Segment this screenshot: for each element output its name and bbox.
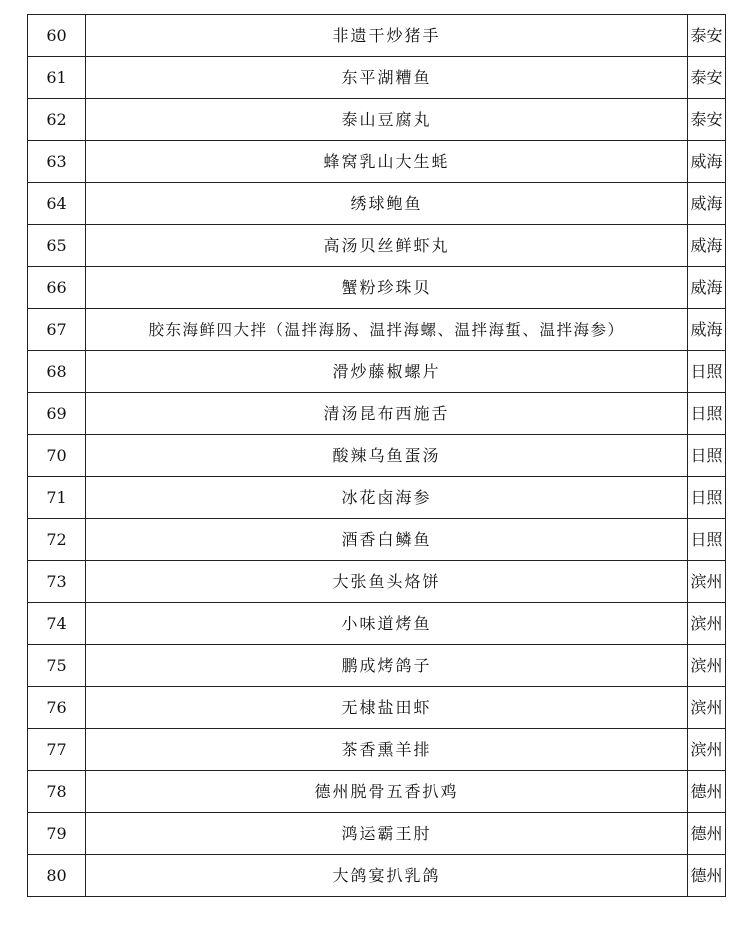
city-name: 日照 — [688, 351, 726, 393]
dish-name: 酒香白鳞鱼 — [86, 519, 688, 561]
table-row — [28, 57, 726, 99]
row-number: 63 — [28, 141, 86, 183]
dish-name: 鹏成烤鸽子 — [86, 645, 688, 687]
city-name: 威海 — [688, 183, 726, 225]
dish-name: 鸿运霸王肘 — [86, 813, 688, 855]
dish-name: 非遗干炒猪手 — [86, 15, 688, 57]
row-number: 79 — [28, 813, 86, 855]
table-row — [28, 771, 726, 813]
city-name: 泰安 — [688, 99, 726, 141]
row-number: 66 — [28, 267, 86, 309]
dish-name: 德州脱骨五香扒鸡 — [86, 771, 688, 813]
table-row — [28, 351, 726, 393]
city-name: 日照 — [688, 477, 726, 519]
row-number: 60 — [28, 15, 86, 57]
row-number: 78 — [28, 771, 86, 813]
city-name: 日照 — [688, 519, 726, 561]
city-name: 泰安 — [688, 57, 726, 99]
table-row — [28, 435, 726, 477]
table-row — [28, 267, 726, 309]
row-number: 64 — [28, 183, 86, 225]
dish-name: 绣球鲍鱼 — [86, 183, 688, 225]
row-number: 75 — [28, 645, 86, 687]
table-row — [28, 603, 726, 645]
city-name: 滨州 — [688, 729, 726, 771]
city-name: 威海 — [688, 141, 726, 183]
row-number: 62 — [28, 99, 86, 141]
row-number: 80 — [28, 855, 86, 897]
dish-name: 冰花卤海参 — [86, 477, 688, 519]
dish-name: 清汤昆布西施舌 — [86, 393, 688, 435]
city-name: 威海 — [688, 267, 726, 309]
table-row — [28, 225, 726, 267]
city-name: 威海 — [688, 225, 726, 267]
dish-name: 大张鱼头烙饼 — [86, 561, 688, 603]
dish-name: 高汤贝丝鲜虾丸 — [86, 225, 688, 267]
row-number: 72 — [28, 519, 86, 561]
table-row — [28, 729, 726, 771]
dish-table — [27, 14, 726, 897]
dish-name: 无棣盐田虾 — [86, 687, 688, 729]
table-row — [28, 15, 726, 57]
city-name: 德州 — [688, 813, 726, 855]
city-name: 日照 — [688, 435, 726, 477]
dish-name: 大鸽宴扒乳鸽 — [86, 855, 688, 897]
table-row — [28, 183, 726, 225]
table-row — [28, 687, 726, 729]
table-row — [28, 855, 726, 897]
row-number: 76 — [28, 687, 86, 729]
row-number: 70 — [28, 435, 86, 477]
row-number: 73 — [28, 561, 86, 603]
dish-name: 小味道烤鱼 — [86, 603, 688, 645]
city-name: 滨州 — [688, 687, 726, 729]
city-name: 德州 — [688, 855, 726, 897]
dish-name: 泰山豆腐丸 — [86, 99, 688, 141]
table-row — [28, 519, 726, 561]
city-name: 德州 — [688, 771, 726, 813]
row-number: 68 — [28, 351, 86, 393]
row-number: 61 — [28, 57, 86, 99]
dish-name: 胶东海鲜四大拌（温拌海肠、温拌海螺、温拌海蜇、温拌海参） — [86, 309, 688, 351]
city-name: 威海 — [688, 309, 726, 351]
table-row — [28, 141, 726, 183]
table-row — [28, 477, 726, 519]
dish-name: 茶香熏羊排 — [86, 729, 688, 771]
table-row — [28, 561, 726, 603]
dish-name: 酸辣乌鱼蛋汤 — [86, 435, 688, 477]
row-number: 77 — [28, 729, 86, 771]
dish-name: 蟹粉珍珠贝 — [86, 267, 688, 309]
city-name: 滨州 — [688, 645, 726, 687]
city-name: 泰安 — [688, 15, 726, 57]
city-name: 滨州 — [688, 603, 726, 645]
row-number: 69 — [28, 393, 86, 435]
dish-table-body — [28, 15, 726, 897]
table-row — [28, 309, 726, 351]
table-row — [28, 99, 726, 141]
row-number: 65 — [28, 225, 86, 267]
table-row — [28, 645, 726, 687]
city-name: 滨州 — [688, 561, 726, 603]
row-number: 67 — [28, 309, 86, 351]
dish-name: 东平湖糟鱼 — [86, 57, 688, 99]
table-row — [28, 813, 726, 855]
city-name: 日照 — [688, 393, 726, 435]
row-number: 74 — [28, 603, 86, 645]
row-number: 71 — [28, 477, 86, 519]
dish-name: 蜂窝乳山大生蚝 — [86, 141, 688, 183]
table-row — [28, 393, 726, 435]
dish-name: 滑炒藤椒螺片 — [86, 351, 688, 393]
